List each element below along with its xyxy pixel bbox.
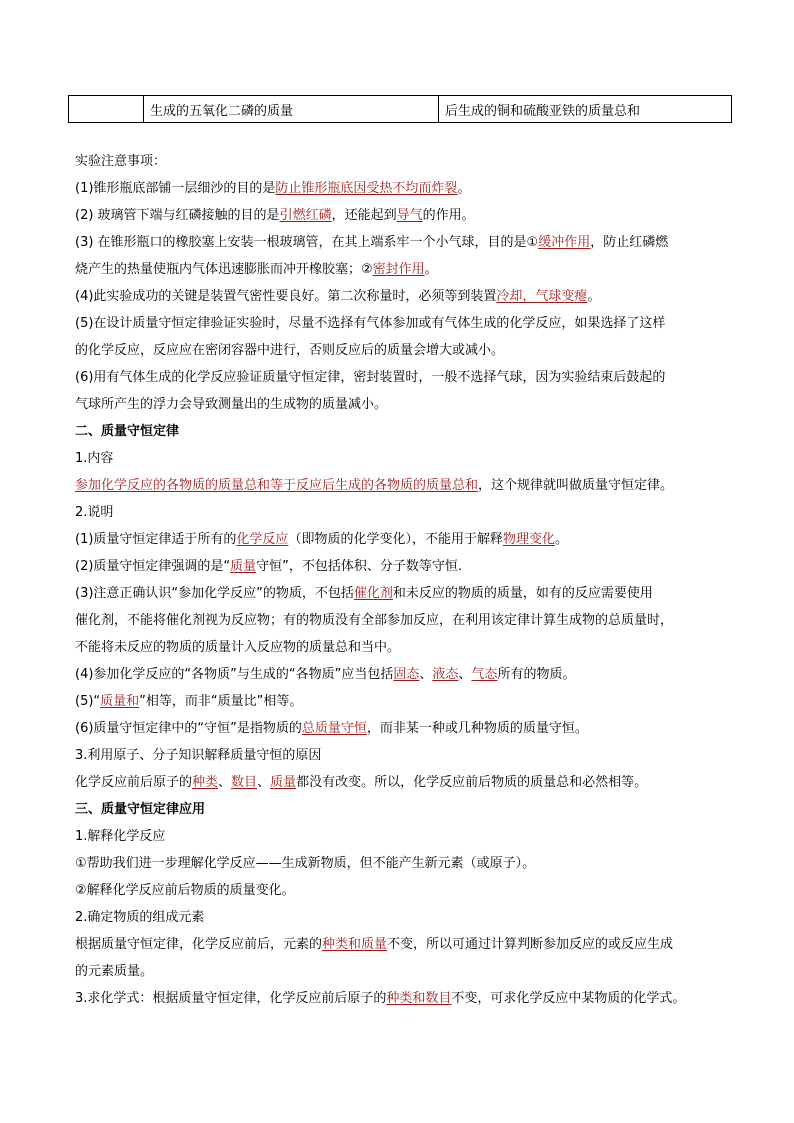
text-segment: 催化剂，不能将催化剂视为反应物；有的物质没有全部参加反应，在利用该定律计算生成物的总质量时， [75, 613, 674, 628]
text-segment: ，还能起到 [331, 208, 397, 223]
text-line [75, 526, 725, 553]
text-segment: 、 [419, 667, 433, 682]
text-segment: 2.确定物质的组成元素 [75, 910, 205, 925]
text-line [75, 175, 725, 202]
answer-text: 物理变化 [502, 532, 555, 547]
text-segment: (4)参加化学反应的“各物质”与生成的“各物质”应当包括 [75, 667, 394, 682]
text-segment: 烧产生的热量使瓶内气体迅速膨胀而冲开橡胶塞；② [75, 262, 373, 277]
answer-text: 导气 [396, 208, 423, 223]
text-line [75, 634, 725, 661]
text-segment: 所有的物质。 [497, 667, 576, 682]
answer-text: 化学反应 [236, 532, 289, 547]
text-line [75, 715, 725, 742]
answer-text: 质量 [230, 559, 257, 574]
answer-text: 催化剂 [353, 586, 393, 601]
table-cell [69, 96, 144, 123]
text-segment: 3.利用原子、分子知识解释质量守恒的原因 [75, 748, 322, 763]
text-line [75, 580, 725, 607]
text-segment: 。 [554, 532, 568, 547]
text-segment: 、 [218, 775, 232, 790]
answer-text: 种类和质量 [322, 937, 388, 952]
text-segment: 、 [257, 775, 271, 790]
text-segment: (4)此实验成功的关键是装置气密性要良好。第二次称量时，必须等到装置 [75, 289, 497, 304]
text-segment: 。 [587, 289, 601, 304]
table-row [69, 96, 732, 123]
summary-table [68, 95, 732, 123]
text-line [75, 661, 725, 688]
text-segment: 根据质量守恒定律，化学反应前后，元素的 [75, 937, 323, 952]
text-line [75, 445, 725, 472]
text-line [75, 904, 725, 931]
text-segment: ①帮助我们进一步理解化学反应——生成新物质，但不能产生新元素（或原子）。 [75, 856, 536, 871]
text-segment: 和未反应的物质的质量，如有的反应需要使用 [392, 586, 653, 601]
text-segment: 不变，所以可通过计算判断参加反应的或反应生成 [387, 937, 674, 952]
section-heading [75, 418, 725, 445]
text-line [75, 742, 725, 769]
text-segment: 三、质量守恒定律应用 [75, 802, 206, 817]
text-segment: (1)质量守恒定律适于所有的 [75, 532, 237, 547]
answer-text: 总质量守恒 [301, 721, 367, 736]
answer-text: 种类 [192, 775, 219, 790]
answer-text: 种类和数目 [386, 991, 452, 1006]
answer-text: 数目 [231, 775, 258, 790]
text-line [75, 202, 725, 229]
text-segment: 不变，可求化学反应中某物质的化学式。 [451, 991, 686, 1006]
text-segment: 1.解释化学反应 [75, 829, 166, 844]
text-line [75, 391, 725, 418]
text-line [75, 985, 725, 1012]
text-line [75, 229, 725, 256]
answer-text: 气态 [471, 667, 498, 682]
table-cell: 生成的五氧化二磷的质量 [144, 96, 439, 123]
answer-text: 质量 [270, 775, 297, 790]
section-heading [75, 796, 725, 823]
text-line [75, 364, 725, 391]
text-segment: (3)注意正确认识“参加化学反应”的物质，不包括 [75, 586, 354, 601]
text-line [75, 958, 725, 985]
answer-text: 冷却，气球变瘪 [496, 289, 588, 304]
text-line [75, 310, 725, 337]
text-line [75, 553, 725, 580]
text-line [75, 283, 725, 310]
text-segment: (6)质量守恒定律中的“守恒”是指物质的 [75, 721, 302, 736]
text-segment: 二、质量守恒定律 [75, 424, 180, 439]
text-segment: ，防止红磷燃 [590, 235, 669, 250]
answer-text: 密封作用 [372, 262, 425, 277]
text-line [75, 688, 725, 715]
text-line [75, 850, 725, 877]
text-segment: （即物质的化学变化），不能用于解释 [288, 532, 503, 547]
text-segment: 。 [457, 181, 471, 196]
text-line [75, 607, 725, 634]
text-segment: 的元素质量。 [75, 964, 154, 979]
text-line [75, 499, 725, 526]
text-segment: 、 [458, 667, 472, 682]
text-segment: 3.求化学式：根据质量守恒定律，化学反应前后原子的 [75, 991, 387, 1006]
text-segment: ，这个规律就叫做质量守恒定律。 [478, 478, 674, 493]
text-line [75, 877, 725, 904]
text-segment: 的作用。 [422, 208, 475, 223]
text-segment: (2)质量守恒定律强调的是“ [75, 559, 231, 574]
text-segment: 。 [424, 262, 438, 277]
text-segment: 气球所产生的浮力会导致测量出的生成物的质量减小。 [75, 397, 388, 412]
answer-text: 参加化学反应的各物质的质量总和等于反应后生成的各物质的质量总和 [75, 478, 479, 493]
answer-text: 防止锥形瓶底因受热不均而炸裂 [275, 181, 458, 196]
text-line [75, 823, 725, 850]
text-segment: (5)“ [75, 694, 101, 709]
answer-text: 液态 [432, 667, 459, 682]
answer-text: 引燃红磷 [279, 208, 332, 223]
text-segment: 的化学反应，反应应在密闭容器中进行，否则反应后的质量会增大或减小。 [75, 343, 505, 358]
text-segment: (6)用有气体生成的化学反应验证质量守恒定律，密封装置时，一般不选择气球，因为实验结束后鼓起的 [75, 370, 666, 385]
text-segment: 2.说明 [75, 505, 114, 520]
text-segment: 守恒”，不包括体积、分子数等守恒. [256, 559, 463, 574]
text-segment: 都没有改变。所以，化学反应前后物质的质量总和必然相等。 [296, 775, 648, 790]
text-line [75, 472, 725, 499]
answer-text: 质量和 [100, 694, 140, 709]
document-body [75, 148, 725, 1012]
answer-text: 固态 [393, 667, 420, 682]
text-segment: (3) 在锥形瓶口的橡胶塞上安装一根玻璃管，在其上端系牢一个小气球，目的是① [75, 235, 539, 250]
table-cell: 后生成的铜和硫酸亚铁的质量总和 [439, 96, 732, 123]
text-segment: 化学反应前后原子的 [75, 775, 193, 790]
text-line [75, 256, 725, 283]
text-segment: ②解释化学反应前后物质的质量变化。 [75, 883, 295, 898]
text-segment: 实验注意事项： [75, 154, 167, 169]
text-segment: ，而非某一种或几种物质的质量守恒。 [366, 721, 588, 736]
text-segment: ”相等，而非“质量比”相等。 [139, 694, 303, 709]
text-segment: 不能将未反应的物质的质量计入反应物的质量总和当中。 [75, 640, 401, 655]
text-line [75, 769, 725, 796]
text-line [75, 337, 725, 364]
text-segment: 1.内容 [75, 451, 114, 466]
text-segment: (2) 玻璃管下端与红磷接触的目的是 [75, 208, 280, 223]
answer-text: 缓冲作用 [538, 235, 591, 250]
text-line [75, 931, 725, 958]
text-segment: (5)在设计质量守恒定律验证实验时，尽量不选择有气体参加或有气体生成的化学反应，如果选择了这样 [75, 316, 666, 331]
text-segment: (1)锥形瓶底部铺一层细沙的目的是 [75, 181, 276, 196]
text-line [75, 148, 725, 175]
